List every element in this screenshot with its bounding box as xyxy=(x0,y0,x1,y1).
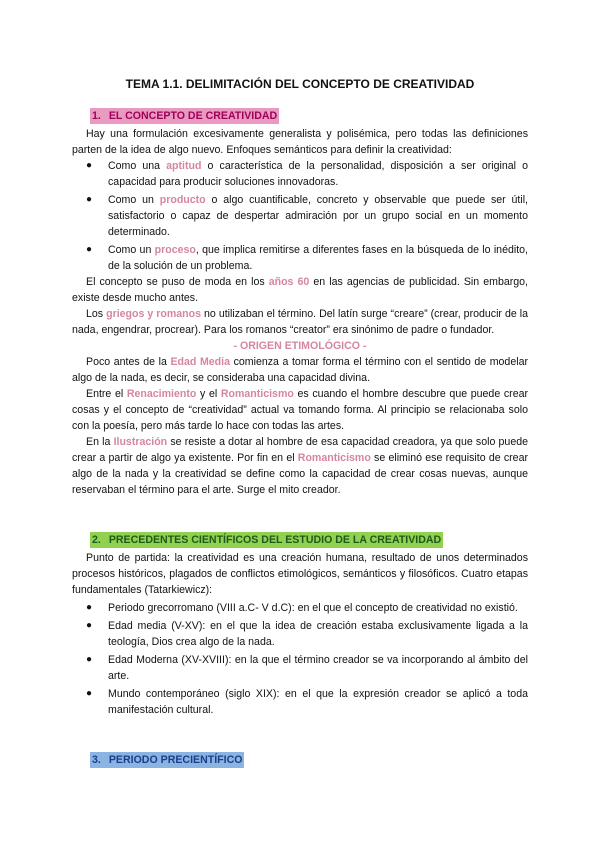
list-item: ● Como una aptitud o característica de la personalidad, disposición a ser original o capacidad para producir soluciones innovadoras. xyxy=(86,160,528,188)
paragraph: En la Ilustración se resiste a dotar al hombre de esa capacidad creadora, ya que solo puede crear a partir de algo ya existente. Por fin en el Romanticismo se eliminó ese requisito de crear algo de la nada y la creatividad se define como la capacidad de crear cosas nuevas, aunque reservaban el término para el arte. Surge el mito creador. xyxy=(72,436,528,496)
bullet-icon: ● xyxy=(86,160,93,171)
section-3-number: 3. xyxy=(92,754,101,766)
keyword: Ilustración xyxy=(113,436,168,448)
section-2-bullet-list xyxy=(72,600,528,718)
keyword: aptitud xyxy=(166,160,202,172)
paragraph: El concepto se puso de moda en los años 60 en las agencias de publicidad. Sin embargo, existe desde mucho antes. xyxy=(72,276,528,304)
keyword: años 60 xyxy=(268,276,310,288)
section-1-bullet-list xyxy=(72,158,528,274)
list-item: ● Periodo grecorromano (VIII a.C- V d.C): en el que el concepto de creatividad no existió. xyxy=(86,602,518,614)
section-2-number: 2. xyxy=(92,534,101,546)
keyword: proceso xyxy=(154,244,196,256)
bullet-icon: ● xyxy=(86,194,93,205)
paragraph: Poco antes de la Edad Media comienza a tomar forma el término con el sentido de modelar algo de la nada, es decir, se consideraba una capacidad divina. xyxy=(72,356,528,384)
keyword: Edad Media xyxy=(170,356,230,368)
bullet-icon: ● xyxy=(86,602,93,613)
section-1-title: EL CONCEPTO DE CREATIVIDAD xyxy=(108,110,278,122)
bullet-icon: ● xyxy=(86,244,93,255)
list-item: ● Como un proceso, que implica remitirse a diferentes fases en la búsqueda de lo inédito, de la solución de un problema. xyxy=(86,244,528,272)
list-item: ● Como un producto o algo cuantificable, concreto y observable que puede ser útil, satisfactorio o capaz de despertar admiración por un grupo social en un momento determinado. xyxy=(86,194,528,238)
paragraph: Entre el Renacimiento y el Romanticismo es cuando el hombre descubre que puede crear cosas y el concepto de “creatividad” actual va tomando forma. Al principio se relacionaba solo con la poesía, pero más tarde lo hace con todas las artes. xyxy=(72,388,529,432)
section-1-intro: Hay una formulación excesivamente generalista y polisémica, pero todas las definiciones parten de la idea de algo nuevo. Enfoques semánticos para definir la creatividad: xyxy=(72,128,528,156)
section-2-title: PRECEDENTES CIENTÍFICOS DEL ESTUDIO DE LA CREATIVIDAD xyxy=(108,534,442,546)
keyword: Renacimiento xyxy=(126,388,197,400)
list-item: ● Edad media (V-XV): en el que la idea de creación estaba exclusivamente ligada a la teología, Dios crea algo de la nada. xyxy=(86,620,528,648)
keyword: Romanticismo xyxy=(297,452,371,464)
section-1-number: 1. xyxy=(92,110,101,122)
list-item: ● Mundo contemporáneo (siglo XIX): en el que la expresión creador se aplicó a toda manifestación cultural. xyxy=(86,688,528,716)
section-3-heading xyxy=(90,752,244,768)
bullet-icon: ● xyxy=(86,688,93,699)
section-2-intro: Punto de partida: la creatividad es una creación humana, resultado de unos determinados procesos históricos, plagados de conflictos etimológicos, semánticos y filosóficos. Cuatro etapas fundamentales (Tatarkiewicz): xyxy=(72,552,528,596)
keyword: griegos y romanos xyxy=(106,308,202,320)
bullet-icon: ● xyxy=(86,620,93,631)
section-2-heading xyxy=(90,532,443,548)
section-1-body xyxy=(72,126,528,498)
keyword: producto xyxy=(159,194,206,206)
paragraph: Los griegos y romanos no utilizaban el término. Del latín surge “creare” (crear, producir de la nada, engendrar, procrear). Para los romanos “creator” era sinónimo de padre o fundador. xyxy=(72,308,529,336)
list-item: ● Edad Moderna (XV-XVIII): en la que el término creador se va incorporando al ámbito del arte. xyxy=(86,654,528,682)
keyword: Romanticismo xyxy=(220,388,294,400)
section-1-heading xyxy=(90,108,279,124)
bullet-icon: ● xyxy=(86,654,93,665)
section-2-body xyxy=(72,550,528,718)
etymology-heading: - ORIGEN ETIMOLÓGICO - xyxy=(233,340,367,352)
section-3-title: PERIODO PRECIENTÍFICO xyxy=(108,754,243,766)
page-title: TEMA 1.1. DELIMITACIÓN DEL CONCEPTO DE CREATIVIDAD xyxy=(125,77,475,91)
